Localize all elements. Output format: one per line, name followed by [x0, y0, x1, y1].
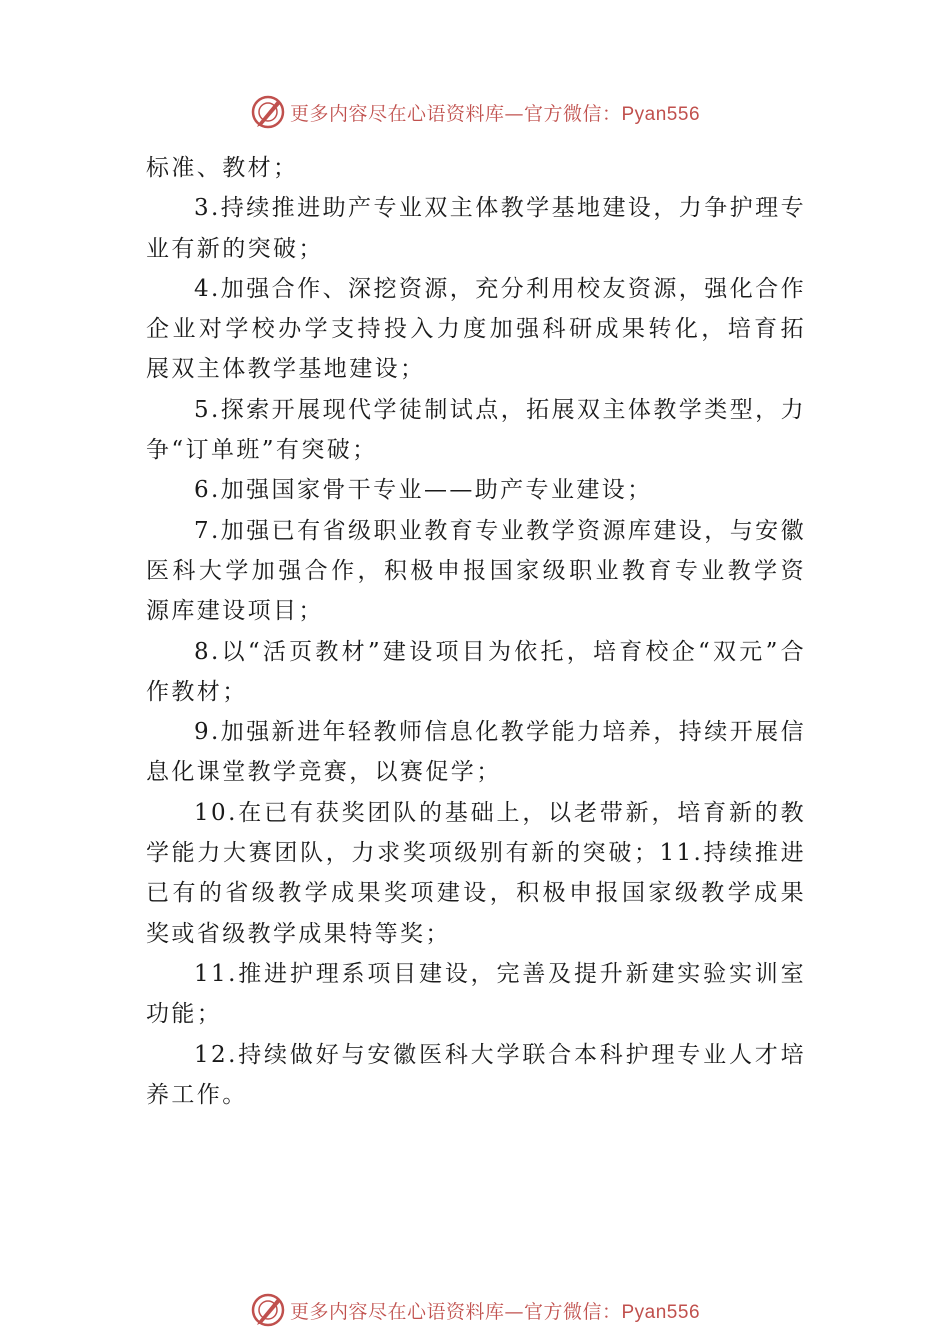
footer-banner-text: [290, 1297, 700, 1324]
document-body: [146, 148, 806, 1115]
paragraph-item-5: 5.探索开展现代学徒制试点，拓展双主体教学类型，力争“订单班”有突破；: [146, 396, 806, 464]
header-site-name: 更多内容尽在心语资料库: [289, 102, 505, 125]
header-separator: —: [504, 102, 524, 125]
paragraph-item-10: 10.在已有获奖团队的基础上，以老带新，培育新的教学能力大赛团队，力求奖项级别有新的突破；11.持续推进已有的省级教学成果奖项建设，积极申报国家级教学成果奖或省级教学成果特等奖；: [146, 799, 806, 947]
header-wechat-id: Pyan556: [621, 103, 701, 125]
paragraph-item-12: 12.持续做好与安徽医科大学联合本科护理专业人才培养工作。: [146, 1041, 806, 1108]
pen-logo-icon: [250, 1292, 286, 1328]
paragraph-item-4: 4.加强合作、深挖资源，充分利用校友资源，强化合作企业对学校办学支持投入力度加强科研成果转化，培育拓展双主体教学基地建设；: [146, 275, 806, 383]
footer-wechat-label: 官方微信：: [523, 1300, 622, 1323]
pen-logo-icon: [250, 94, 286, 130]
header-banner-text: [290, 99, 700, 126]
header-wechat-label: 官方微信：: [523, 102, 622, 125]
footer-separator: —: [504, 1300, 524, 1323]
paragraph-item-3: 3.持续推进助产专业双主体教学基地建设，力争护理专业有新的突破；: [146, 195, 806, 262]
paragraph-item-11: 11.推进护理系项目建设，完善及提升新建实验实训室功能；: [146, 960, 806, 1028]
footer-banner: [0, 1290, 950, 1330]
header-banner: [0, 92, 950, 132]
paragraph-item-9: 9.加强新进年轻教师信息化教学能力培养，持续开展信息化课堂教学竞赛，以赛促学；: [146, 719, 806, 786]
paragraph-item-8: 8.以“活页教材”建设项目为依托，培育校企“双元”合作教材；: [146, 638, 806, 705]
footer-wechat-id: Pyan556: [621, 1301, 701, 1323]
paragraph-item-6: 6.加强国家骨干专业——助产专业建设；: [194, 477, 653, 504]
paragraph-item-7: 7.加强已有省级职业教育专业教学资源库建设，与安徽医科大学加强合作，积极申报国家级职业教育专业教学资源库建设项目；: [146, 517, 806, 625]
footer-site-name: 更多内容尽在心语资料库: [289, 1300, 505, 1323]
paragraph-continuation: 标准、教材；: [146, 155, 299, 181]
